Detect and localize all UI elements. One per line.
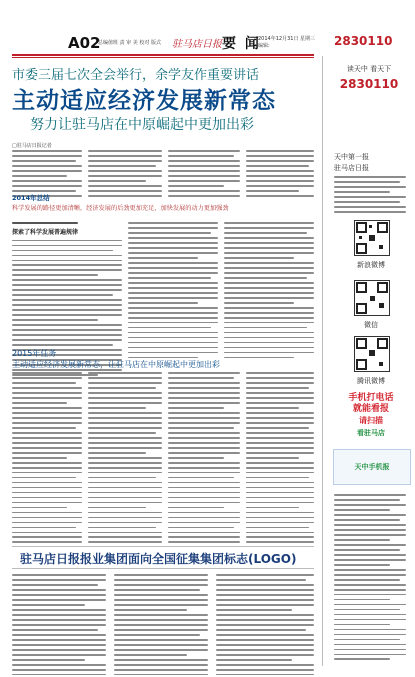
ad-line-3: 请扫描 <box>359 416 383 425</box>
year-body-col-3 <box>168 372 240 543</box>
issue-date: 2014年12月31日 星期三 <box>258 36 316 42</box>
banner-title: 驻马店日报报业集团面向全国征集集团标志(LOGO) <box>20 552 297 566</box>
box-story-title: 2014年总结 <box>12 194 50 202</box>
ad-line-1: 手机打电话 <box>348 393 394 403</box>
qr-code-wechat <box>354 280 390 316</box>
paper-logo: 驻马店日报 <box>172 39 222 50</box>
sidebar-masthead <box>330 64 408 91</box>
lead-body-col-1 <box>12 150 82 197</box>
sidebar-footer-lines <box>334 494 406 660</box>
lead-body-col-4 <box>246 150 314 197</box>
year-body-col-2 <box>88 372 162 543</box>
sidebar-sub-label: 驻马店日报 <box>334 164 369 172</box>
lead-body-col-3 <box>168 150 240 197</box>
box-story-subtitle: 科学发展的路径更加清晰，经济发展的后劲更加充足，加快发展的动力更加强劲 <box>12 205 229 212</box>
weixin-label: 腾讯微博 <box>357 377 385 385</box>
ad-green-line-2: 天中手机报 <box>354 463 390 471</box>
banner-body-col-3 <box>216 574 314 677</box>
banner-body-col-1 <box>12 574 106 677</box>
page-number: A02 <box>68 34 101 52</box>
issue-editor: 编辑: <box>258 43 270 49</box>
right-col-rule <box>322 56 323 666</box>
ad-green-line: 看驻马店 <box>357 429 385 437</box>
lead-kicker: 市委三届七次全会举行，余学友作重要讲话 <box>12 68 260 83</box>
sidebar-hotline-label: 2830110 <box>339 77 399 91</box>
banner-body-col-2 <box>114 574 208 677</box>
qr-pattern-icon <box>355 337 389 371</box>
banner-rule-bottom <box>12 568 314 569</box>
qr-code-weixin <box>354 336 390 372</box>
banner-rule <box>12 546 314 547</box>
lead-headline: 主动适应经济发展新常态 <box>12 88 276 114</box>
section-title: 要 闻 <box>222 36 261 52</box>
weibo-label: 新浪微博 <box>357 261 385 269</box>
wechat-label: 微信 <box>364 321 378 329</box>
lead-body-col-2 <box>88 150 162 197</box>
qr-pattern-icon <box>355 281 389 315</box>
year-section-subtitle: 主动适应经济发展新常态，让驻马店在中原崛起中更加出彩 <box>12 360 220 369</box>
mobile-ad <box>332 393 410 451</box>
body-col-mid <box>128 222 218 358</box>
ad-line-2: 就能看报 <box>352 404 389 414</box>
sidebar-masthead-label: 读天中 看天下 <box>346 65 392 73</box>
issue-info <box>258 36 315 50</box>
hotline-number: 2830110 <box>334 34 393 48</box>
sidebar-info-lines <box>334 176 406 213</box>
lead-subhead: 努力让驻马店在中原崛起中更加出彩 <box>30 117 254 133</box>
qr-pattern-icon <box>355 221 389 255</box>
year-section-title: 2015年任务 <box>12 349 57 358</box>
year-body-col-1 <box>12 372 82 543</box>
top-rule <box>12 54 314 56</box>
sidebar-heading: 天中第一报 <box>334 153 369 161</box>
body-col-right <box>224 222 314 358</box>
page-meta: 总编值班 责 审 美 校对 版式 <box>98 40 161 46</box>
qr-code-weibo <box>354 220 390 256</box>
top-rule-thin <box>12 57 314 58</box>
lead-byline: □驻马店日报记者 <box>12 143 52 149</box>
year-body-col-4 <box>246 372 314 543</box>
mobile-ad-footer <box>333 449 411 485</box>
inset-title: 探索了科学发展普遍规律 <box>12 229 79 237</box>
